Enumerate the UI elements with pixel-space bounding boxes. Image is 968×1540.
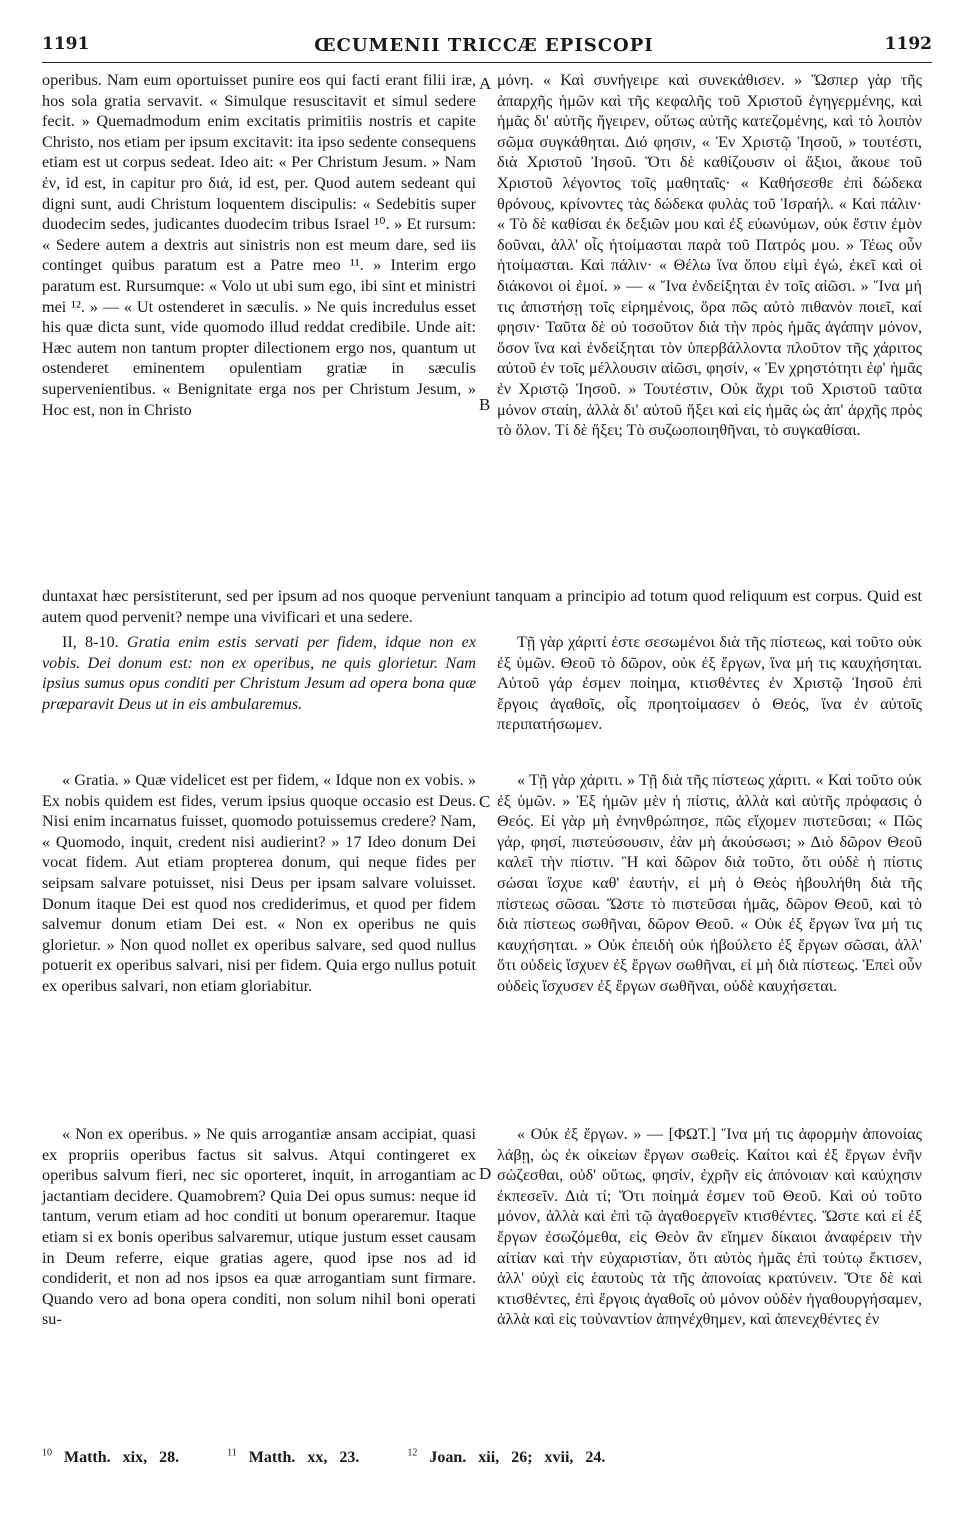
footnote-11: $^{11}$ Matth. xx, 23. — [227, 1448, 360, 1467]
latin-column-block-1 — [42, 70, 476, 578]
page-number-left: 1191 — [42, 34, 90, 54]
greek-column-block-1 — [497, 70, 922, 578]
full-width-paragraph — [42, 586, 922, 630]
greek-scripture-text: Τῇ γὰρ χάριτί ἐστε σεσωμένοι διὰ τῆς πίστεως, καὶ τοῦτο οὐκ ἐξ ὑμῶν. Θεοῦ τὸ δῶρον, οὐκ ἐξ ἔργων, ἵνα μή τις καυχήσηται. Αὐτοῦ γάρ ἐσμεν ποίημα, κτισθέντες ἐν Χριστῷ Ἰησοῦ ἐπὶ ἔργοις ἀγαθοῖς, οἷς προητοίμασεν ὁ Θεός, ἵνα ἐν αὐτοῖς περιπατήσωμεν. — [497, 633, 922, 734]
page-header — [0, 34, 968, 60]
header-rule — [42, 62, 932, 63]
margin-marker-a: A — [479, 74, 492, 93]
running-title: ŒCUMENII TRICCÆ EPISCOPI — [314, 35, 654, 56]
greek-column-block-4 — [497, 1124, 922, 1434]
full-width-text: duntaxat hæc persistiterunt, sed per ipsum ad nos quoque perveniunt tanquam a principio ad totum quod reliquum est corpus. Quid est autem quod pervenit? nempe una vivificari et una sedere. — [42, 587, 922, 626]
latin-column-block-3 — [42, 770, 476, 1122]
scripture-reference: II, 8-10. — [62, 633, 119, 651]
latin-scripture-block — [42, 632, 476, 742]
greek-paragraph: μόνη. « Καὶ συνήγειρε καὶ συνεκάθισεν. » Ὥσπερ γὰρ τῆς ἀπαρχῆς ἡμῶν καὶ τῆς κεφαλῆς τοῦ Χριστοῦ ἐγηγερμένης, καὶ ἡμᾶς δι' αὐτῆς ἤγειρεν, οὕτως αὐτῆς κατεζομένης, καὶ τὸ λοιπὸν σῶμα συγκάθηται. Διό φησιν, « Ἐν Χριστῷ Ἰησοῦ, » τουτέστι, διὰ Χριστοῦ Ἰησοῦ. Ὅτι δὲ καθίζουσιν οἱ ἄξιοι, ἄκουε τοῦ Χριστοῦ λέγοντος τοῖς μαθηταῖς· « Καθήσεσθε ἐπὶ δώδεκα θρόνους, κρίνοντες τὰς δώδεκα φυλὰς τοῦ Ἰσραήλ. « Καὶ πάλιν· « Τὸ δὲ καθίσαι ἐκ δεξιῶν μου καὶ ἐξ εὐωνύμων, οὐκ ἔστιν ἐμὸν δοῦναι, ἀλλ' οἷς ἡτοίμασται παρὰ τοῦ Πατρός μου. » Τέως οὖν ἡτοίμασται. Καὶ πάλιν· « Θέλω ἵνα ὅπου εἰμὶ ἐγώ, ἐκεῖ καὶ οἱ διάκονοι οἱ ἐμοί. » — « Ἵνα ἐνδείξηται ἐν τοῖς αἰῶσι. » Ἵνα μή τις ἀπιστήσῃ τοῖς εἰρημένοις, ὅρα πῶς αὐτὸ πιθανὸν ποιεῖ, καί φησιν· Ταῦτα δὲ οὐ τοσοῦτον διὰ τὴν πρὸς ἡμᾶς ἀγάπην μόνον, ὅσον ἵνα καὶ ἐνδείξηται τὸν ὑπερβάλλοντα πλοῦτον τῆς χάριτος αὐτοῦ ἐν τοῖς μέλλουσιν αἰῶσι, φησίν, « Ἐν χρηστότητι ἐφ' ἡμᾶς ἐν Χριστῷ Ἰησοῦ. » Τουτέστιν, Οὐκ ἄχρι τοῦ Χριστοῦ ταῦτα μόνον σταίη, ἀλλὰ δι' αὐτοῦ ἥξει καὶ εἰς ἡμᾶς ὡς ἀπ' ἀρχῆς πρὸς τὸ ὅλον. Τί δὲ ἥξει; Τὸ συζωοποιηθῆναι, τὸ συγκαθίσαι. — [497, 71, 922, 440]
footnote-12: $^{12}$ Joan. xii, 26; xvii, 24. — [407, 1448, 606, 1467]
margin-marker-d: D — [479, 1164, 492, 1183]
margin-marker-c: C — [479, 792, 491, 811]
latin-paragraph: « Non ex operibus. » Ne quis arrogantiæ ansam accipiat, quasi ex propriis operibus factus sit salvus. Atqui contingeret ex operibus salvum fieri, nec sic oporteret, inquit, in arrogantiam ac jactantiam decidere. Quamobrem? Quia Dei opus sumus: neque id tantum, verum etiam ad hoc conditi ut bonum operaremur. Itaque etiam si ex bonis operibus salvaremur, utique justum esset causam in Deum referre, eique gratias agere, quod ipse nos ad id condiderit, et non ad nos ipsos ea quæ arrogantiam sunt firmare. Quando vero ad bona opera conditi, non solum nihil boni operati su- — [42, 1125, 476, 1329]
latin-paragraph: « Gratia. » Quæ videlicet est per fidem, « Idque non ex vobis. » Ex nobis quidem est fides, verum ipsius quoque occasio est Deus. Nisi enim incarnatus fuisset, quomodo potuissemus credere? Nam, « Quomodo, inquit, credent nisi audierint? » 17 Ideo donum Dei vocat fidem. Aut etiam propterea donum, qui neque fides per seipsam salvare potuisset, nisi Deus per ipsam salvare voluisset. Donum itaque Dei est quod nos crediderimus, et quod per fidem salvemur donum etiam Dei est. « Non ex operibus ne quis glorietur. » Non quod nollet ex operibus salvare, sed quod nullus potuerit ex operibus salvari, nisi per fidem. Quia ergo nullus potuit ex operibus salvari, non etiam gloriabitur. — [42, 771, 476, 995]
page-number-right: 1192 — [884, 34, 932, 54]
latin-scripture-text: Gratia enim estis servati per fidem, idque non ex vobis. Dei donum est: non ex operibus, ne quis glorietur. Nam ipsius sumus opus conditi per Christum Jesum ad opera bona quæ præparavit Deus ut in eis ambularemus. — [42, 633, 477, 713]
greek-column-block-3 — [497, 770, 922, 1060]
footnotes — [42, 1448, 605, 1467]
greek-paragraph: « Οὐκ ἐξ ἔργων. » — [ΦΩΤ.] Ἵνα μή τις ἀφορμὴν ἀπονοίας λάβῃ, ὡς ἐκ οἰκείων ἔργων σωθείς. Καίτοι καὶ ἐξ ἔργων ἐνῆν σώζεσθαι, οὐδ' οὕτως, φησίν, ἐχρῆν εἰς ἀπόνοιαν καὶ καύχησιν ἐκπεσεῖν. Διὰ τί; Ὅτι ποίημά ἐσμεν τοῦ Θεοῦ. Καὶ οὐ τοῦτο μόνον, ἀλλὰ καὶ ἐπὶ τῷ ἀγαθοεργεῖν κτισθέντες. Ὥστε καὶ εἰ ἐξ ἔργων ἐσωζόμεθα, εἰς Θεὸν ἂν εἴημεν δίκαιοι ἀναφέρειν τὴν αἰτίαν καὶ τὴν εὐχαριστίαν, ὅτι αὐτὸς ἡμᾶς ἐπὶ τούτῳ ἔκτισεν, ἀλλ' οὐχὶ εἰς ἑαυτοὺς τὰ τῆς ἀπονοίας κρατύνειν. Ὅτε δὲ καὶ κτισθέντες, ἐπὶ ἔργοις ἀγαθοῖς οὐ μόνον οὐδὲν ἠγαθουργήσαμεν, ἀλλὰ καὶ εἰς τοὐναντίον ἀπηνέχθημεν, καὶ ἀπενεχθέντες ἐν — [497, 1125, 922, 1329]
greek-scripture-block — [497, 632, 922, 762]
greek-paragraph: « Τῇ γὰρ χάριτι. » Τῇ διὰ τῆς πίστεως χάριτι. « Καὶ τοῦτο οὐκ ἐξ ὑμῶν. » Ἐξ ἡμῶν μὲν ἡ πίστις, ἀλλὰ καὶ αὐτῆς πρόφασις ὁ Θεός. Εἰ γὰρ μὴ ἐνηνθρώπησε, πῶς εἴχομεν πιστεῦσαι; « Πῶς γάρ, φησί, πιστεύσουσιν, ἐὰν μὴ ἀκούσωσι; » Διὸ δῶρον Θεοῦ καλεῖ τὴν πίστιν. Ἢ καὶ δῶρον διὰ τοῦτο, ὅτι οὐδὲ ἡ πίστις σώσαι ἴσχυε καθ' ἑαυτήν, εἰ μὴ ὁ Θεὸς ἠβουλήθη διὰ τῆς πίστεως σῶσαι. Ὥστε τὸ πιστεῦσαι ἡμᾶς, δῶρον Θεοῦ, καὶ τὸ διὰ πίστεως σωθῆναι, δῶρον Θεοῦ. « Οὐκ ἐξ ἔργων ἵνα μή τις καυχήσηται. » Οὐκ ἐπειδὴ οὐκ ἠβούλετο ἐξ ἔργων σῶσαι, ἀλλ' ὅτι οὐδεὶς ἴσχυεν ἐξ ἔργων σωθῆναι, εἰ μὴ διὰ πίστεως. Ἐπεὶ οὖν οὐδεὶς ἴσχυσεν ἐξ ἔργων σωθῆναι, οὐδὲ καυχήσεται. — [497, 771, 922, 995]
margin-marker-b: B — [479, 395, 491, 414]
footnote-10: $^{10}$ Matth. xix, 28. — [42, 1448, 180, 1467]
latin-column-block-4 — [42, 1124, 476, 1434]
latin-paragraph: operibus. Nam eum oportuisset punire eos qui facti erant filii iræ, hos sola gratia servavit. « Simulque resuscitavit et simul sedere fecit. » Quemadmodum enim excitatis primitiis nostris et capite Christo, nos etiam per ipsum excitavit: ita ipso sedente consequens etiam est ut corpus sedeat. Ideo ait: « Per Christum Jesum. » Nam ἐν, id est, in capitur pro διά, id est, per. Quod autem sedeant qui digni sunt, audi Christum loquentem discipulis: « Sedebitis super duodecim sedes, judicantes duodecim tribus Israel ¹⁰. » Et rursum: « Sedere autem a dextris aut sinistris non est meum dare, sed iis continget quibus paratum est a Patre meo ¹¹. » Interim ergo paratum est. Rursumque: « Volo ut ubi sum ego, ibi sint et ministri mei ¹². » — « Ut ostenderet in sæculis. » Ne quis incredulus esset his quæ dicta sunt, vide quomodo illud reddat credibile. Unde ait: Hæc autem non tantum propter dilectionem ergo nos, quantum ut ostenderet eminentem opulentiam gratiæ in sæculis supervenientibus. « Benignitate erga nos per Christum Jesum, » Hoc est, non in Christo — [42, 71, 476, 419]
